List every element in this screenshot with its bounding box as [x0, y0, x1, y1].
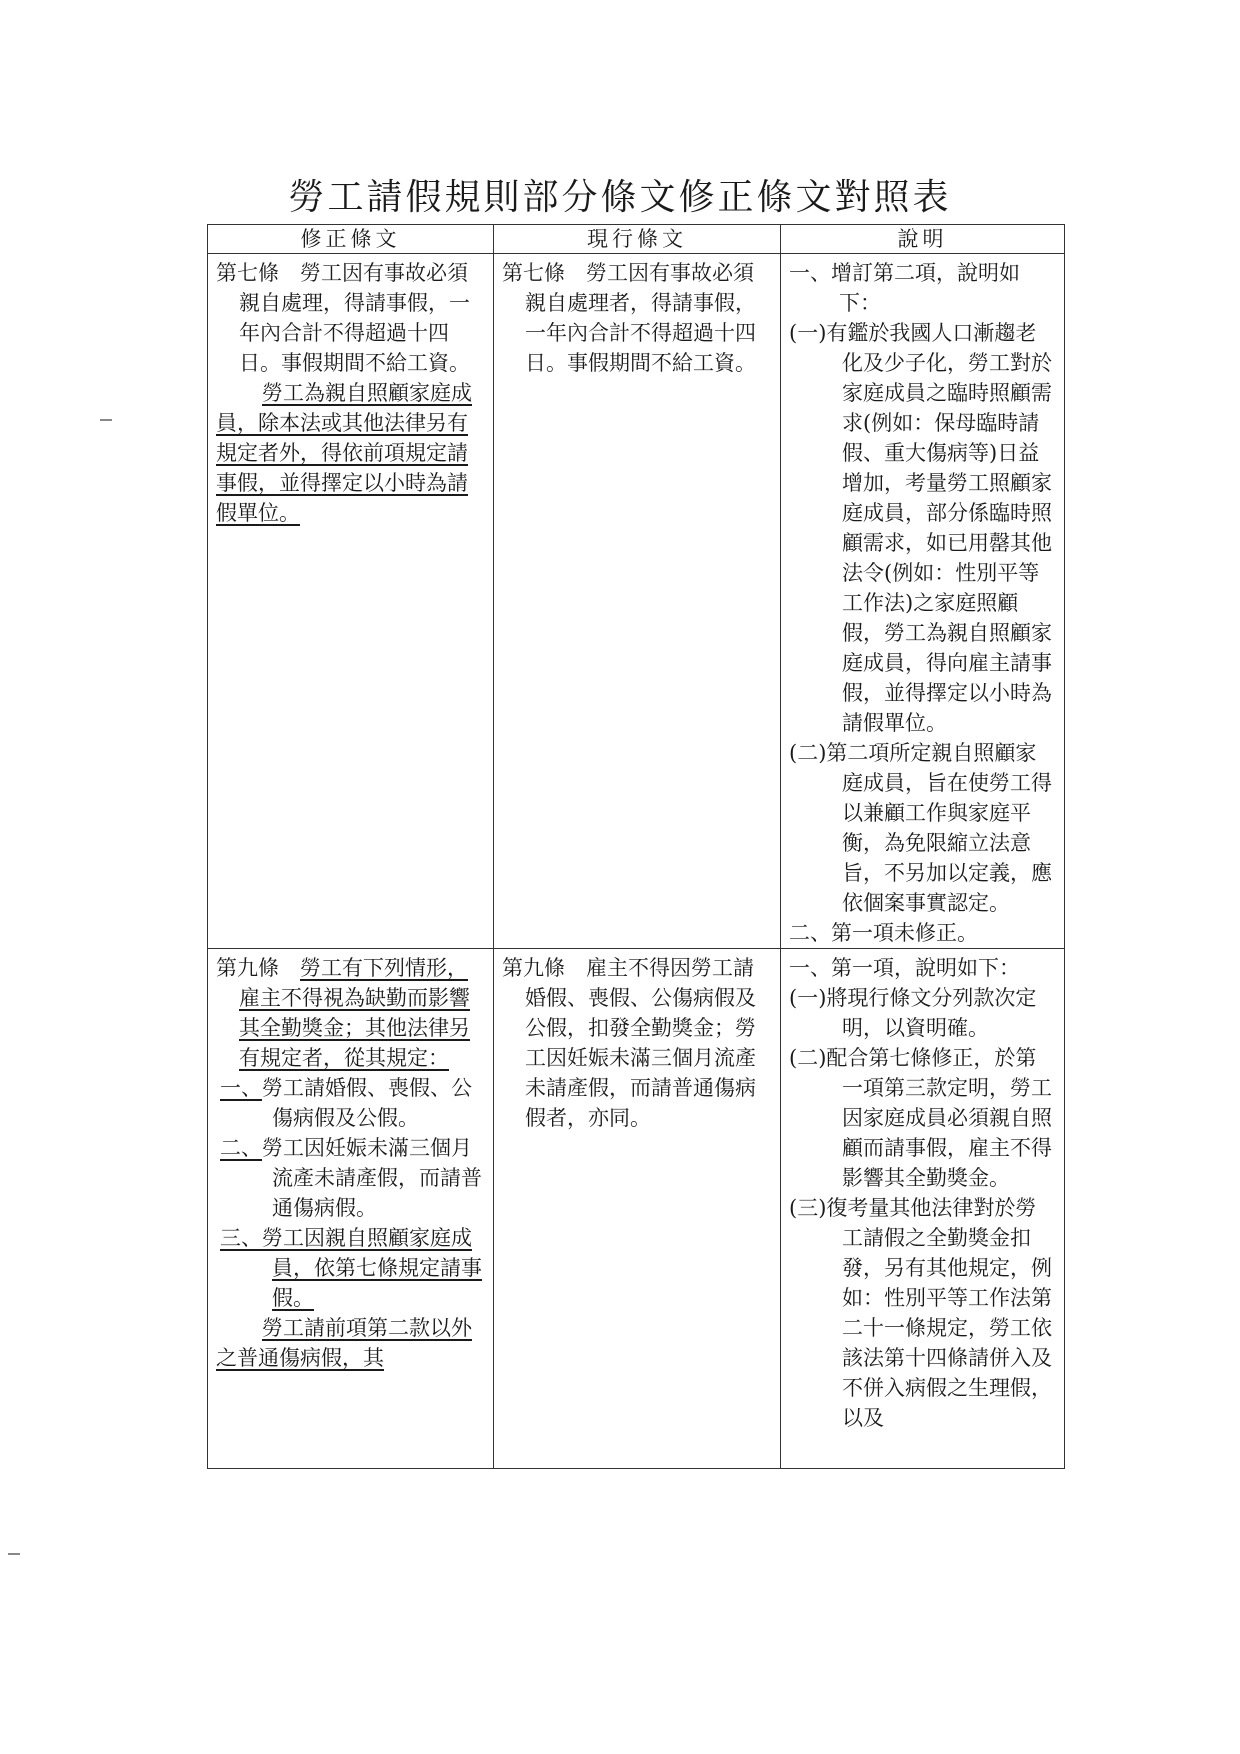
note-point-1: 一、第一項，說明如下： [789, 956, 1020, 980]
amended-article-9-para2 [216, 1313, 485, 1373]
current-article-9: 第九條 雇主不得因勞工請婚假、喪假、公傷病假及公假，扣發全勤獎金；勞工因妊娠未滿三個月流產未請產假，而請普通傷病假者，亦同。 [502, 956, 756, 1130]
note-point-1: 一、增訂第二項，說明如下： [789, 261, 1020, 315]
new-text-underlined: 勞工有下列情形，雇主不得視為缺勤而影響其全勤獎金；其他法律另有規定者，從其規定： [239, 956, 470, 1070]
amended-article-7-para2 [216, 378, 485, 528]
note-subpoint-2: (二)第二項所定親自照顧家庭成員，旨在使勞工得以兼顧工作與家庭平衡，為免限縮立法意旨，不另加以定義，應依個案事實認定。 [789, 741, 1052, 915]
current-article-7: 第七條 勞工因有事故必須親自處理者，得請事假，一年內合計不得超過十四日。事假期間不給工資。 [502, 261, 756, 375]
item-text: 勞工因妊娠未滿三個月流產未請產假，而請普通傷病假。 [262, 1136, 482, 1220]
amended-article-9-intro [216, 953, 485, 1073]
new-text-underlined: 勞工請前項第二款以外之普通傷病假，其 [216, 1316, 472, 1370]
amended-article-7-para1: 第七條 勞工因有事故必須親自處理，得請事假，一年內合計不得超過十四日。事假期間不給工資。 [216, 261, 470, 375]
notes-cell [781, 949, 1065, 1469]
current-cell [494, 254, 781, 949]
note-subpoint-3: (三)復考量其他法律對於勞工請假之全勤獎金扣發，另有其他規定，例如：性別平等工作法第二十一條規定，勞工依該法第十四條請併入及不併入病假之生理假，以及 [789, 1196, 1052, 1430]
notes-cell [781, 254, 1065, 949]
margin-mark [8, 1553, 20, 1555]
new-text-underlined: 勞工為親自照顧家庭成員，除本法或其他法律另有規定者外，得依前項規定請事假，並得擇定以小時為請假單位。 [216, 381, 472, 525]
comparison-table [207, 224, 1065, 1469]
new-text-underlined: 三、勞工因親自照顧家庭成員，依第七條規定請事假。 [220, 1226, 482, 1310]
note-subpoint-1: (一)將現行條文分列款次定明，以資明確。 [789, 986, 1037, 1040]
header-amended: 修正條文 [208, 225, 494, 254]
amended-item-1 [216, 1073, 485, 1133]
table-row-article-7 [208, 254, 1065, 949]
amended-cell [208, 949, 494, 1469]
table-header-row [208, 225, 1065, 254]
current-cell [494, 949, 781, 1469]
item-text: 勞工請婚假、喪假、公傷病假及公假。 [262, 1076, 472, 1130]
amended-cell [208, 254, 494, 949]
header-current: 現行條文 [494, 225, 781, 254]
amended-item-3 [216, 1223, 485, 1313]
item-number: 二、 [220, 1136, 262, 1160]
note-point-2: 二、第一項未修正。 [789, 921, 978, 945]
amended-item-2 [216, 1133, 485, 1223]
article-number: 第九條 [216, 956, 300, 980]
table-row-article-9 [208, 949, 1065, 1469]
header-notes: 說明 [781, 225, 1065, 254]
note-subpoint-2: (二)配合第七條修正，於第一項第三款定明，勞工因家庭成員必須親自照顧而請事假，雇主不得影響其全勤獎金。 [789, 1046, 1052, 1190]
document-title: 勞工請假規則部分條文修正條文對照表 [288, 177, 952, 218]
note-subpoint-1: (一)有鑑於我國人口漸趨老化及少子化，勞工對於家庭成員之臨時照顧需求(例如：保母臨時請假、重大傷病等)日益增加，考量勞工照顧家庭成員，部分係臨時照顧需求，如已用罄其他法令(例如：性別平等工作法)之家庭照顧假，勞工為親自照顧家庭成員，得向雇主請事假，並得擇定以小時為請假單位。 [789, 321, 1052, 735]
item-number: 一、 [220, 1076, 262, 1100]
margin-mark [100, 419, 112, 421]
